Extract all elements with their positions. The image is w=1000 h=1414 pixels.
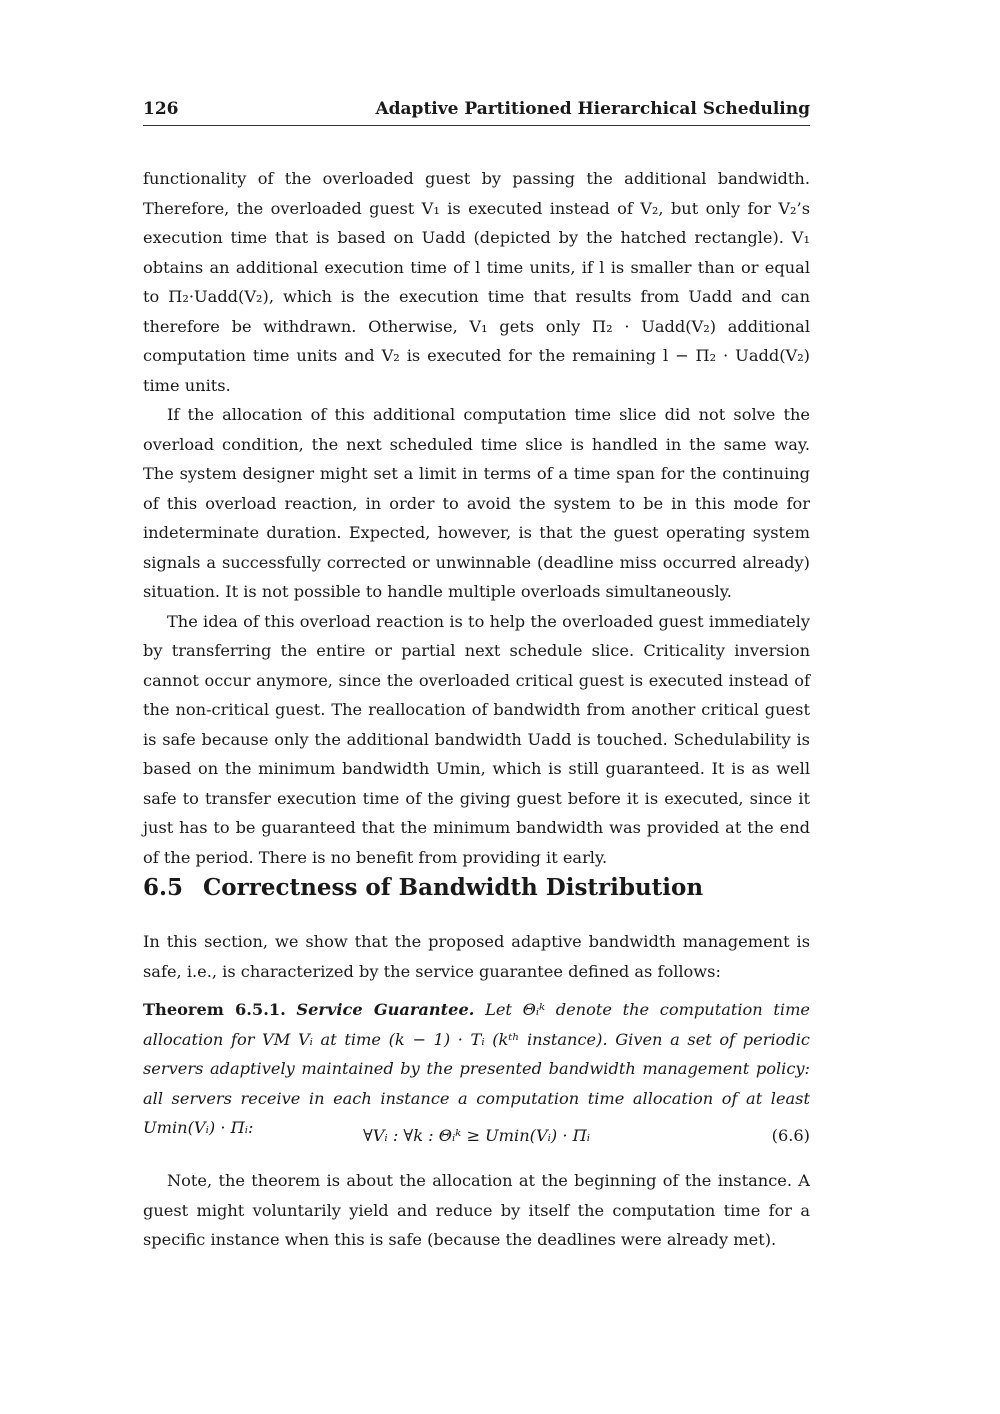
section-title: Correctness of Bandwidth Distribution <box>203 874 704 901</box>
theorem-block <box>143 995 810 1143</box>
equation-body: ∀Vᵢ : ∀k : Θᵢᵏ ≥ Umin(Vᵢ) · Πᵢ <box>362 1126 591 1145</box>
theorem-name: Service Guarantee. <box>296 1000 475 1019</box>
equation-number: (6.6) <box>771 1126 810 1145</box>
running-header <box>143 97 810 126</box>
note-text: Note, the theorem is about the allocation at the beginning of the instance. A guest might voluntarily yield and reduce by itself the computation time for a specific instance when this is safe (because the deadlines were already met). <box>143 1171 810 1249</box>
page-number: 126 <box>143 99 179 119</box>
equation-6-6 <box>143 1124 810 1154</box>
chapter-title: Adaptive Partitioned Hierarchical Scheduling <box>375 99 810 119</box>
section-number: 6.5 <box>143 874 184 901</box>
paragraph-1: functionality of the overloaded guest by passing the additional bandwidth. Therefore, the overloaded guest V₁ is executed instead of V₂, but only for V₂’s execution time that is based on Uadd (depicted by the hatched rectangle). V₁ obtains an additional execution time of l time units, if l is smaller than or equal to Π₂·Uadd(V₂), which is the execution time that results from Uadd and can therefore be withdrawn. Otherwise, V₁ gets only Π₂ · Uadd(V₂) additional computation time units and V₂ is executed for the remaining l − Π₂ · Uadd(V₂) time units. <box>143 169 810 395</box>
paragraph-2: If the allocation of this additional computation time slice did not solve the overload condition, the next scheduled time slice is handled in the same way. The system designer might set a limit in terms of a time span for the continuing of this overload reaction, in order to avoid the system to be in this mode for indeterminate duration. Expected, however, is that the guest operating system signals a successfully corrected or unwinnable (deadline miss occurred already) situation. It is not possible to handle multiple overloads simultaneously. <box>143 405 810 601</box>
theorem-label: Theorem 6.5.1. <box>143 1000 286 1019</box>
theorem-text: Let Θᵢᵏ denote the computation time allocation for VM Vᵢ at time (k − 1) · Tᵢ (kᵗʰ instance). Given a set of periodic servers adaptively maintained by the presented bandwidth management policy: all servers receive in each instance a computation time allocation of at least Umin(Vᵢ) · Πᵢ: <box>143 1000 811 1137</box>
section-intro-text: In this section, we show that the proposed adaptive bandwidth management is safe, i.e., is characterized by the service guarantee defined as follows: <box>143 932 810 981</box>
note-paragraph <box>143 1166 810 1255</box>
section-heading <box>143 874 810 901</box>
main-text <box>143 164 810 872</box>
section-intro <box>143 927 810 986</box>
paragraph-3: The idea of this overload reaction is to help the overloaded guest immediately by transferring the entire or partial next schedule slice. Criticality inversion cannot occur anymore, since the overloaded critical guest is executed instead of the non-critical guest. The reallocation of bandwidth from another critical guest is safe because only the additional bandwidth Uadd is touched. Schedulability is based on the minimum bandwidth Umin, which is still guaranteed. It is as well safe to transfer execution time of the giving guest before it is executed, since it just has to be guaranteed that the minimum bandwidth was provided at the end of the period. There is no benefit from providing it early. <box>143 611 810 867</box>
